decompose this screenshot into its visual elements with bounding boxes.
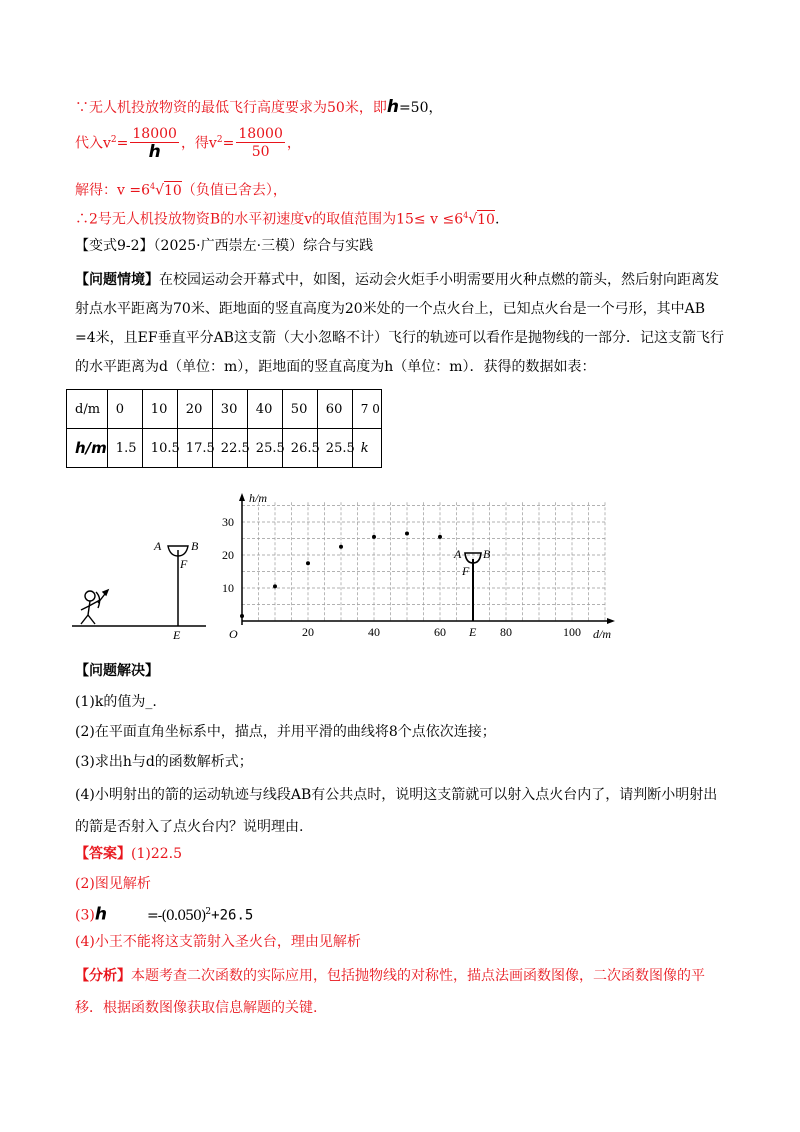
x-tick-label: 80 bbox=[500, 625, 512, 639]
table-cell: 25.5 bbox=[317, 429, 352, 468]
table-cell: 60 bbox=[317, 390, 352, 429]
table-cell: 26.5 bbox=[282, 429, 317, 468]
table-cell: 50 bbox=[282, 390, 317, 429]
range-text: ∴2号无人机投放物资B的水平初速度v的取值范围为15≤ v ≤6 bbox=[75, 211, 464, 228]
coordinate-chart bbox=[222, 490, 625, 645]
table-cell: 7 0 bbox=[352, 390, 381, 429]
table-cell: 22.5 bbox=[212, 429, 247, 468]
analysis-label: 【分析】 bbox=[75, 968, 131, 984]
table-row-h bbox=[67, 429, 382, 468]
y-tick-label: 30 bbox=[222, 515, 234, 529]
sup-2: 2 bbox=[110, 134, 117, 145]
answer-3-expr: =-(0.050) bbox=[146, 907, 206, 924]
table-cell: 1.5 bbox=[107, 429, 142, 468]
solve-text: 解得：v =6 bbox=[75, 182, 150, 199]
table-cell: 17.5 bbox=[177, 429, 212, 468]
question-3: (3)求出h与d的函数解析式； bbox=[75, 754, 253, 770]
comma: ， bbox=[286, 135, 301, 152]
solution-line-3: 解得：$v =6^4√10$（负值已舍去）， bbox=[75, 182, 287, 199]
table-cell: 30 bbox=[212, 390, 247, 429]
torch-platform bbox=[453, 547, 491, 639]
answer-1: (1)22.5 bbox=[131, 846, 183, 862]
data-point bbox=[438, 535, 442, 539]
situation-text: 在校园运动会开幕式中，如图，运动会火炬手小明需要用火种点燃的箭头，然后射向距离发射点水平距离为70米、距地面的竖直高度为20米处的一个点火台上，已知点火台是一个弓形，其中AB =4米，且EF垂直平分AB这支箭（大小忽略不计）飞行的轨迹可以看作是抛物线的一部分．记这支箭飞行的水平距离为d（单位：m），距地面的竖直高度为h（单位：m）．获得的数据如表： bbox=[75, 272, 724, 375]
get-label: ，得v bbox=[180, 135, 217, 152]
fraction-1 bbox=[130, 126, 179, 161]
solution-line-1 bbox=[75, 97, 442, 118]
root-index-2: 4 bbox=[463, 211, 469, 220]
analysis-text: 本题考查二次函数的实际应用，包括抛物线的对称性，描点法画函数图像，二次函数图像的平移．根据函数图像获取信息解题的关键. bbox=[75, 968, 705, 1016]
fraction-2-numerator: 18000 bbox=[238, 126, 283, 142]
answer-line-1 bbox=[75, 844, 182, 864]
label-F: F bbox=[180, 557, 188, 571]
answer-4: (4)小王不能将这支箭射入圣火台，理由见解析 bbox=[75, 934, 361, 950]
fraction-2-denominator: 50 bbox=[251, 144, 270, 160]
archer-illustration bbox=[68, 520, 218, 640]
question-1: (1)k的值为_. bbox=[75, 694, 157, 710]
chart-grid bbox=[242, 502, 605, 621]
solution-line-1-value: =50， bbox=[398, 100, 443, 116]
y-axis-arrow bbox=[239, 493, 245, 501]
solve-suffix: （负值已舍去）， bbox=[181, 182, 287, 199]
origin-label: O bbox=[229, 627, 238, 641]
root-index: 4 bbox=[150, 182, 156, 191]
situation-label: 【问题情境】 bbox=[75, 272, 159, 288]
fraction-2 bbox=[236, 126, 285, 161]
table-cell: 0 bbox=[107, 390, 142, 429]
x-tick-labels bbox=[302, 625, 581, 639]
fraction-1-numerator: 18000 bbox=[132, 126, 177, 142]
range-suffix: . bbox=[494, 211, 500, 228]
data-point bbox=[339, 545, 343, 549]
table-row-d bbox=[67, 390, 382, 429]
table-header-d: d/m bbox=[67, 390, 108, 429]
table-cell: 40 bbox=[247, 390, 282, 429]
solution-line-2: 代入$v^2=$ $\frac{18000}{h}$ ，得$v^2=$ $\frac{18000}{50}$ ， bbox=[75, 126, 301, 162]
data-point bbox=[372, 535, 376, 539]
archer-figure bbox=[81, 590, 108, 624]
answer-label: 【答案】 bbox=[75, 846, 131, 862]
y-tick-label: 10 bbox=[222, 581, 234, 595]
problem-situation bbox=[75, 266, 725, 382]
substitute-label: 代入v bbox=[75, 135, 111, 152]
question-4: (4)小明射出的箭的运动轨迹与线段AB有公共点时，说明这支箭就可以射入点火台内了，请判断小明射出的箭是否射入了点火台内？说明理由. bbox=[75, 787, 718, 835]
solution-line-4: ∴2号无人机投放物资B的水平初速度v的取值范围为$15\le v \le 6^4√10$. bbox=[75, 211, 500, 228]
platform-label-B: B bbox=[483, 547, 491, 561]
data-point bbox=[240, 614, 244, 618]
table-cell: 20 bbox=[177, 390, 212, 429]
data-point bbox=[306, 561, 310, 565]
label-A: A bbox=[154, 539, 162, 553]
analysis bbox=[75, 960, 725, 1024]
table-header-h-text: h/m bbox=[75, 439, 107, 457]
label-B: B bbox=[191, 539, 199, 553]
answer-3-prefix: (3) bbox=[75, 907, 95, 924]
x-tick-label: 20 bbox=[302, 625, 314, 639]
variant-heading: 【变式9-2】（2025·广西崇左·三模）综合与实践 bbox=[75, 238, 374, 254]
question-2: (2)在平面直角坐标系中，描点，并用平滑的曲线将8个点依次连接； bbox=[75, 724, 496, 740]
data-point bbox=[405, 532, 409, 536]
problem-solve-label: 【问题解决】 bbox=[75, 663, 159, 679]
answer-line-3 bbox=[75, 902, 253, 926]
table-header-h bbox=[67, 429, 108, 468]
y-axis-label: h/m bbox=[249, 491, 267, 505]
var-h: h bbox=[386, 97, 399, 117]
x-tick-label: 60 bbox=[434, 625, 446, 639]
label-E: E bbox=[173, 628, 181, 642]
x-axis-arrow bbox=[607, 618, 615, 624]
x-axis-label: d/m bbox=[593, 627, 611, 641]
radicand-2: 10 bbox=[477, 211, 495, 228]
y-tick-label: 20 bbox=[222, 548, 234, 562]
sup-2b: 2 bbox=[216, 134, 223, 145]
platform-label-F: F bbox=[462, 564, 470, 578]
x-tick-label: 40 bbox=[368, 625, 380, 639]
table-cell: k bbox=[352, 429, 381, 468]
answer-3-var: h bbox=[94, 904, 107, 925]
fraction-1-denominator: h bbox=[148, 142, 161, 162]
y-tick-labels bbox=[222, 515, 234, 595]
table-cell: 10 bbox=[142, 390, 177, 429]
answer-3-end: +26.5 bbox=[211, 907, 254, 924]
platform-label-E: E bbox=[469, 625, 477, 639]
table-cell: 25.5 bbox=[247, 429, 282, 468]
platform-label-A: A bbox=[454, 547, 462, 561]
x-tick-label: 100 bbox=[563, 625, 581, 639]
radicand: 10 bbox=[164, 182, 182, 199]
solution-line-1-text: ∵无人机投放物资的最低飞行高度要求为50米，即 bbox=[75, 100, 387, 116]
answer-2: (2)图见解析 bbox=[75, 876, 151, 892]
answer-3-sup: 2 bbox=[205, 907, 212, 917]
data-point bbox=[273, 584, 277, 588]
table-cell: 10.5 bbox=[142, 429, 177, 468]
data-table bbox=[66, 389, 382, 468]
